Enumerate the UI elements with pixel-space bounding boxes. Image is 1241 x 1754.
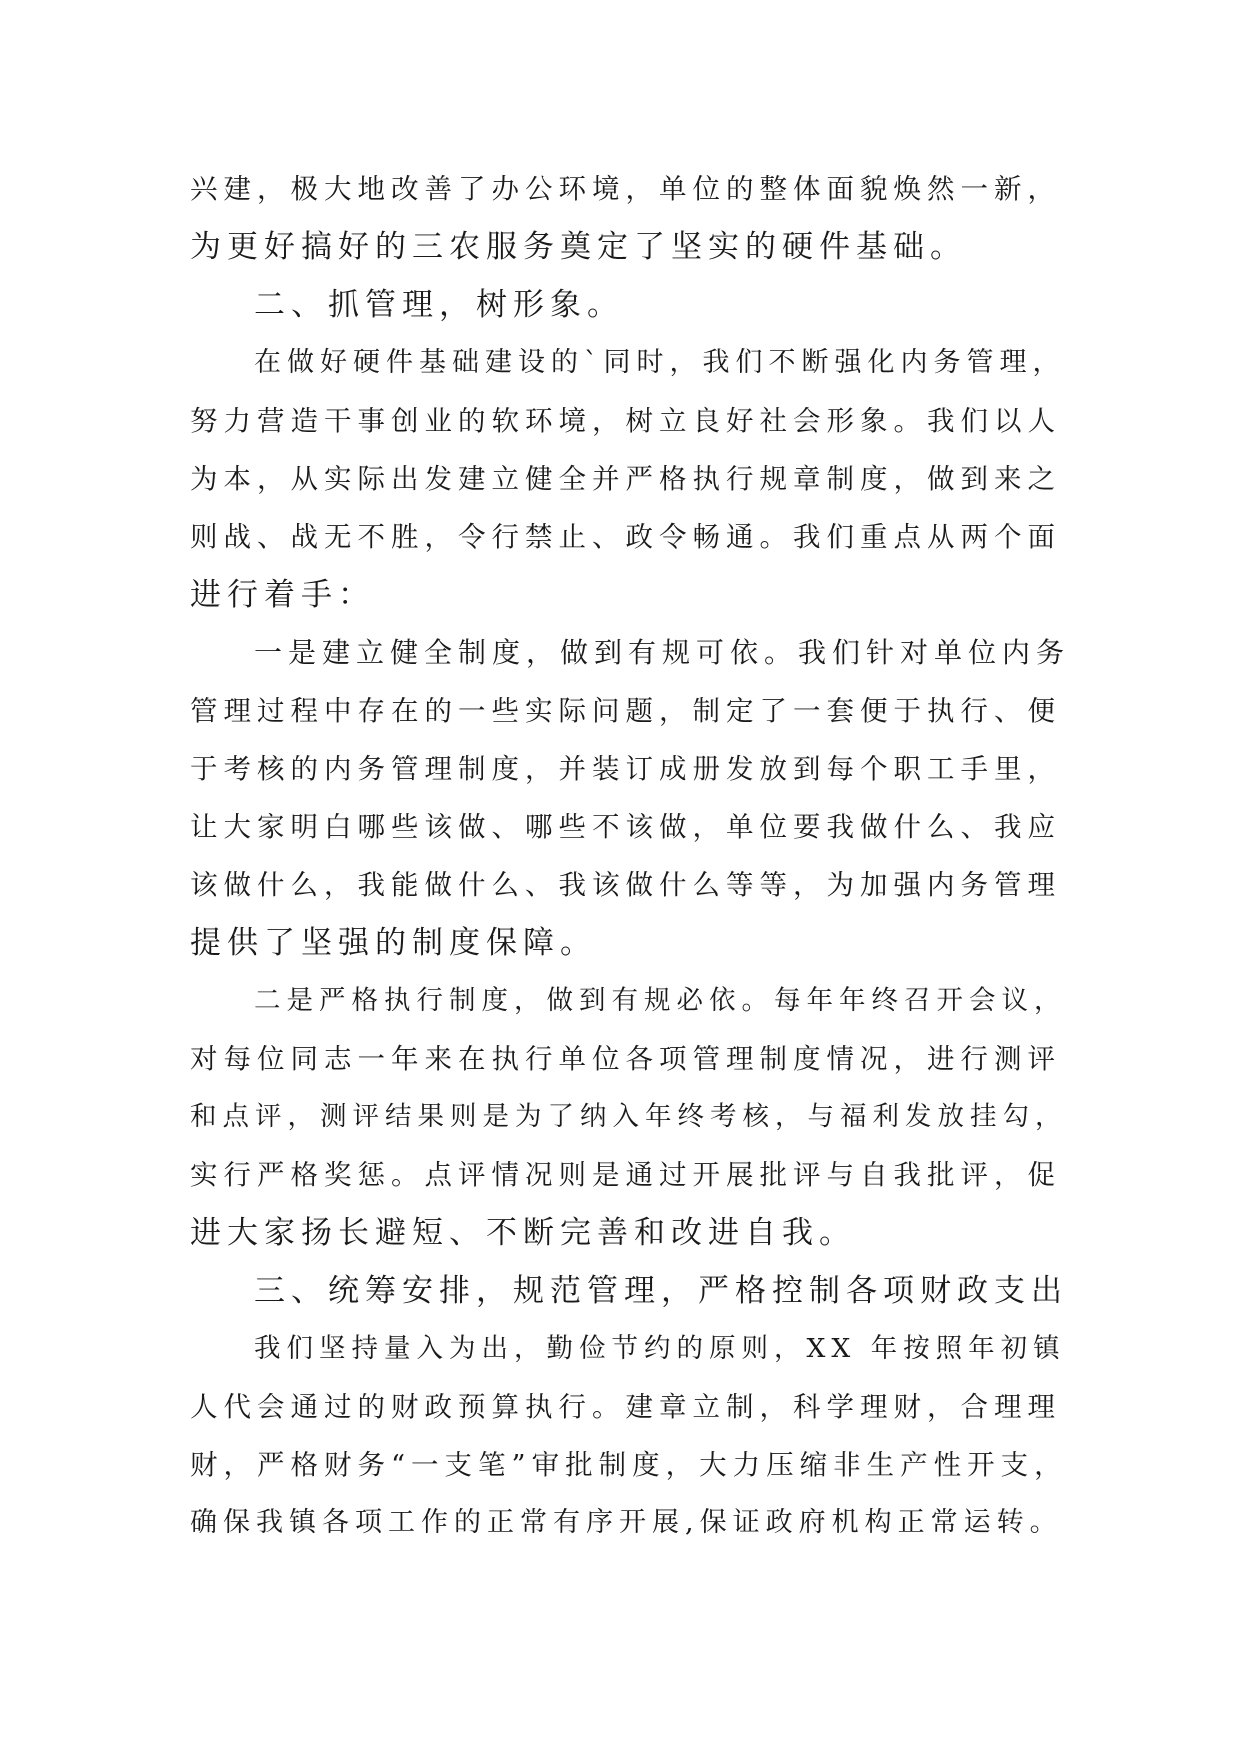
text-line: 于考核的内务管理制度，并装订成册发放到每个职工手里， (190, 753, 1061, 785)
text-line: 则战、战无不胜，令行禁止、政令畅通。我们重点从两个面 (190, 521, 1061, 553)
text-line: 对每位同志一年来在执行单位各项管理制度情况，进行测评 (190, 1043, 1061, 1075)
text-line: 努力营造干事创业的软环境，树立良好社会形象。我们以人 (190, 405, 1061, 437)
text-line: 让大家明白哪些该做、哪些不该做，单位要我做什么、我应 (190, 811, 1061, 843)
text-line: 提供了坚强的制度保障。 (190, 925, 597, 961)
text-line: 管理过程中存在的一些实际问题，制定了一套便于执行、便 (190, 695, 1061, 727)
text-line: 实行严格奖惩。点评情况则是通过开展批评与自我批评，促 (190, 1159, 1061, 1191)
text-line: 为更好搞好的三农服务奠定了坚实的硬件基础。 (190, 229, 967, 265)
text-line: 一是建立健全制度，做到有规可依。我们针对单位内务 (254, 636, 1070, 669)
text-line: 和点评，测评结果则是为了纳入年终考核，与福利发放挂勾， (190, 1101, 1068, 1132)
text-line: 进行着手： (190, 577, 375, 613)
text-line: 三、统筹安排，规范管理，严格控制各项财政支出 (254, 1273, 1068, 1309)
text-line: 我们坚持量入为出，勤俭节约的原则，XX 年按照年初镇 (254, 1333, 1066, 1364)
text-line: 进大家扬长避短、不断完善和改进自我。 (190, 1215, 856, 1251)
document-body (190, 160, 1070, 1552)
text-line: 为本，从实际出发建立健全并严格执行规章制度，做到来之 (190, 463, 1061, 495)
text-line: 兴建，极大地改善了办公环境，单位的整体面貌焕然一新， (190, 173, 1061, 205)
text-line: 人代会通过的财政预算执行。建章立制，科学理财，合理理 (190, 1391, 1061, 1423)
text-line: 财，严格财务“一支笔”审批制度，大力压缩非生产性开支， (190, 1449, 1068, 1481)
text-line: 该做什么，我能做什么、我该做什么等等，为加强内务管理 (190, 869, 1061, 901)
text-line: 二是严格执行制度，做到有规必依。每年年终召开会议， (254, 985, 1067, 1016)
text-line: 确保我镇各项工作的正常有序开展,保证政府机构正常运转。 (190, 1507, 1063, 1538)
text-line: 在做好硬件基础建设的`同时，我们不断强化内务管理， (254, 347, 1066, 378)
text-line: 二、抓管理，树形象。 (254, 287, 624, 323)
